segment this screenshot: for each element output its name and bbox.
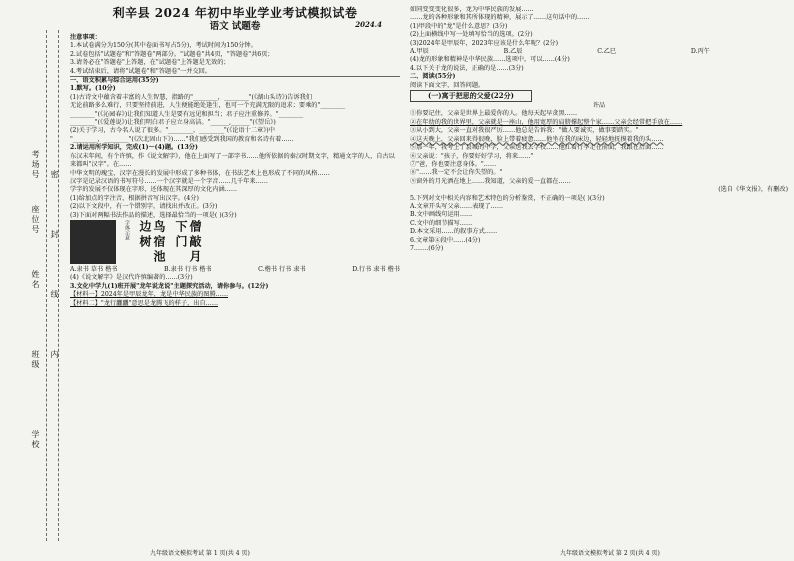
seal-note-4: 内 <box>50 350 59 360</box>
question-line: 5.下列对文中相关内容和艺术特色的分析鉴赏，不正确的一项是( )(3分) <box>410 194 605 202</box>
text-line: (3)2024年是甲辰年，2023年应该是什么年呢？(2分) <box>410 39 559 47</box>
reading-paragraph: ⑦"爸，你也要注意身体。"…… <box>410 160 497 168</box>
calligraphy-label: 字体示意 <box>124 219 130 240</box>
text-line: (2)关于学习，古今名人说了很多。"________，________"(《论语十二章》)中 <box>70 127 275 135</box>
reading-paragraph: ⑨窗外的月光洒在地上……我知道，父亲的爱一直都在…… <box>410 177 571 185</box>
option-c: C.乙巳 <box>597 48 617 56</box>
reading-paragraph: ⑥父亲说："孩子，你要好好学习，将来……" <box>410 152 534 160</box>
question-heading: 2.请运用所学知识，完成(1)～(4)题。(13分) <box>70 144 198 152</box>
exam-subtitle: 语文 试题卷 <box>209 21 261 32</box>
margin-label-school: 学校 <box>31 430 40 450</box>
question-option: C.文中的细节描写…… <box>410 219 473 227</box>
reading-paragraph: ③从小到大，父亲一直对我很严厉……他总是告诉我："做人要诚实，做事要踏实。" <box>410 127 639 135</box>
notes-item: 4.考试结束后，请将"试题卷"和"答题卷"一并交回。 <box>70 67 212 75</box>
option-a: A.甲辰 <box>410 48 429 56</box>
seal-note-3: 线 <box>50 290 59 300</box>
text-line: 无论前路多么难行，只要坚持前进，人生便能绝处逢生，也可一个充满无限的追求；要乘的"________ <box>70 102 346 110</box>
option-d: D.丙午 <box>690 48 710 56</box>
question-heading: 1.默写。(10分) <box>70 85 116 93</box>
calligraphy-verse-2: 僧敲月下门 <box>174 219 202 265</box>
margin-label-class: 班级 <box>31 350 40 370</box>
binding-margin <box>0 0 66 561</box>
calligraphy-verse-1: 鸟宿池边树 <box>138 219 166 265</box>
text-line: ________"(《沁园春》)让我们知道人生是要有远见和担当；君子应注重修养。"________ <box>70 110 304 118</box>
text-line: 学字的发展不仅体现在字形，还体现在其深厚的文化内涵…… <box>70 186 238 194</box>
left-page <box>70 6 400 546</box>
text-line: (4)《说文解字》是汉代许慎编著的……(3分) <box>70 274 193 282</box>
section-heading: 二、阅读(55分) <box>410 73 456 81</box>
reading-paragraph: ①你要记住，父亲是世界上最爱你的人。他每天起早贪黑…… <box>410 110 578 118</box>
text-line: 中华文明的瑰宝，汉字在漫长的发展中形成了多种书体，在书法艺术上也形成了不同的风格…… <box>70 169 330 177</box>
text-line: ________"(《爱莲说》)让我们明白君子应立身高洁。"______,______"(《望岳》) <box>70 119 276 127</box>
question-option: B.文中画线句运用…… <box>410 211 473 219</box>
notes-heading: 注意事项： <box>70 34 101 41</box>
option-d: D.行书 隶书 楷书 <box>352 265 400 273</box>
text-line: (1)给加点的字注音，根据拼音写出汉字。(4分) <box>70 194 199 202</box>
reading-section-title: (一)寓于把思的父爱(22分) <box>410 90 532 102</box>
reading-paragraph: ④这天晚上，父亲回来得很晚，脸上带着疲惫……他坐在我的床边，轻轻地抚摸着我的头…… <box>410 135 664 143</box>
option-c: C.楷书 行书 隶书 <box>258 265 306 273</box>
question-line: 6.文章第④段中……(4分) <box>410 236 481 244</box>
seal-note-1: 密 <box>50 170 59 180</box>
margin-label-seat: 座位号 <box>31 205 40 235</box>
reading-paragraph: ②在年幼的我的世界里，父亲就是一座山，他用宽厚的肩膀撑起整个家……父亲会经常把手放在…… <box>410 118 683 126</box>
text-line: ……龙的各种形象和其所体现的精神，展示了……这句话中的…… <box>410 14 590 22</box>
text-line: 东汉末年间，有个许慎，作《说文解字》，他在上面写了一部字书……他所依据的秦汉时期文字，精通文字的人，自古以来都叫"汉字"。在…… <box>70 152 395 169</box>
notes-item: 1.本试卷满分为150分(其中卷面书写占5分)，考试时间为150分钟。 <box>70 42 257 50</box>
text-line: (2)上面横线中写一处填写恰当的选项。(2分) <box>410 31 533 39</box>
option-b: B.隶书 行书 楷书 <box>164 265 212 273</box>
reading-paragraph: ⑤那一年，我考上了县城的中学，父亲送我去学校……他扛着行李走在前面，我跟在后面…… <box>410 144 664 152</box>
text-line: 阅读下面文字，回答问题。 <box>410 81 485 89</box>
notes-item: 3.请务必在"答题卷"上答题，在"试题卷"上答题是无效的； <box>70 59 230 67</box>
seal-line-inner <box>58 30 59 541</box>
material-line: 【材料一】2024年是甲辰龙年，龙是中华民族的图腾…… <box>70 291 229 299</box>
text-line: (4)龙的形象和精神是中华民族……选项中，可以……(4分) <box>410 56 570 64</box>
reading-author: 许品 <box>592 102 606 110</box>
text-line: 4.以下关于龙的说法，正确的是……(3分) <box>410 64 524 72</box>
subtitle-row <box>70 20 400 34</box>
calligraphy-rubbing-image <box>70 220 116 264</box>
text-line: (1)古诗文中蕴含着丰富的人生智慧，指路的"________，________"(《湖山头诗》)告诉我们 <box>70 93 313 101</box>
calligraphy-samples <box>70 220 400 266</box>
section-heading: 一、语文积累与综合运用(35分) <box>70 77 159 85</box>
notes-item: 2.试卷包括"试题卷"和"答题卷"两部分。"试题卷"共4页，"答题卷"共6页； <box>70 50 274 58</box>
exam-date: 2024.4 <box>355 20 382 29</box>
reading-paragraph: ⑧"……我一定不会让你失望的。" <box>410 169 503 177</box>
footer-left: 九年级语文模拟考试 第 1 页(共 4 页) <box>150 550 250 557</box>
margin-label-room: 考场号 <box>31 150 40 180</box>
reading-source: (选自《华文报》，有删改) <box>718 186 788 194</box>
seal-note-2: 封 <box>50 230 59 240</box>
right-page <box>410 6 788 546</box>
seal-line <box>46 30 47 541</box>
footer-right: 九年级语文模拟考试 第 2 页(共 4 页) <box>560 550 660 557</box>
text-line: (2)以下文段中，有一个错别字，请找出并改正。(3分) <box>70 203 218 211</box>
text-line: "________，________"(《次北固山下》)……"我们感受到我国的教育和名诗有着…… <box>70 135 294 143</box>
question-heading: 3.文化中学九(1)班开展"龙年说龙说"主题探究活动，请你参与。(12分) <box>70 282 269 290</box>
exam-title: 利辛县 2024 年初中毕业学业考试模拟试卷 <box>112 6 358 20</box>
margin-label-name: 姓名 <box>31 270 40 290</box>
text-line: 汉字是记录汉语的书写符号……一个汉字就是一个字音……几千年来…… <box>70 177 268 185</box>
option-b: B.乙辰 <box>503 48 523 56</box>
option-a: A.隶书 草书 楷书 <box>70 265 118 273</box>
text-line: (3)下面对两幅书法作品的描述，选择最恰当的一项是( )(3分) <box>70 211 237 219</box>
text-line: 如同变变变化很多，龙为中华民族的发展…… <box>410 6 534 13</box>
material-line: 【材料二】"龙行龘龘"意思是龙腾飞的样子，出自…… <box>70 299 219 307</box>
question-option: A.文章开头写父亲……表现了…… <box>410 202 504 210</box>
question-line: 7.……(6分) <box>410 244 444 252</box>
text-line: (1)甲段中的"龙"是什么意思？(3分) <box>410 22 508 30</box>
question-option: D.本文采用……的叙事方式…… <box>410 228 498 236</box>
